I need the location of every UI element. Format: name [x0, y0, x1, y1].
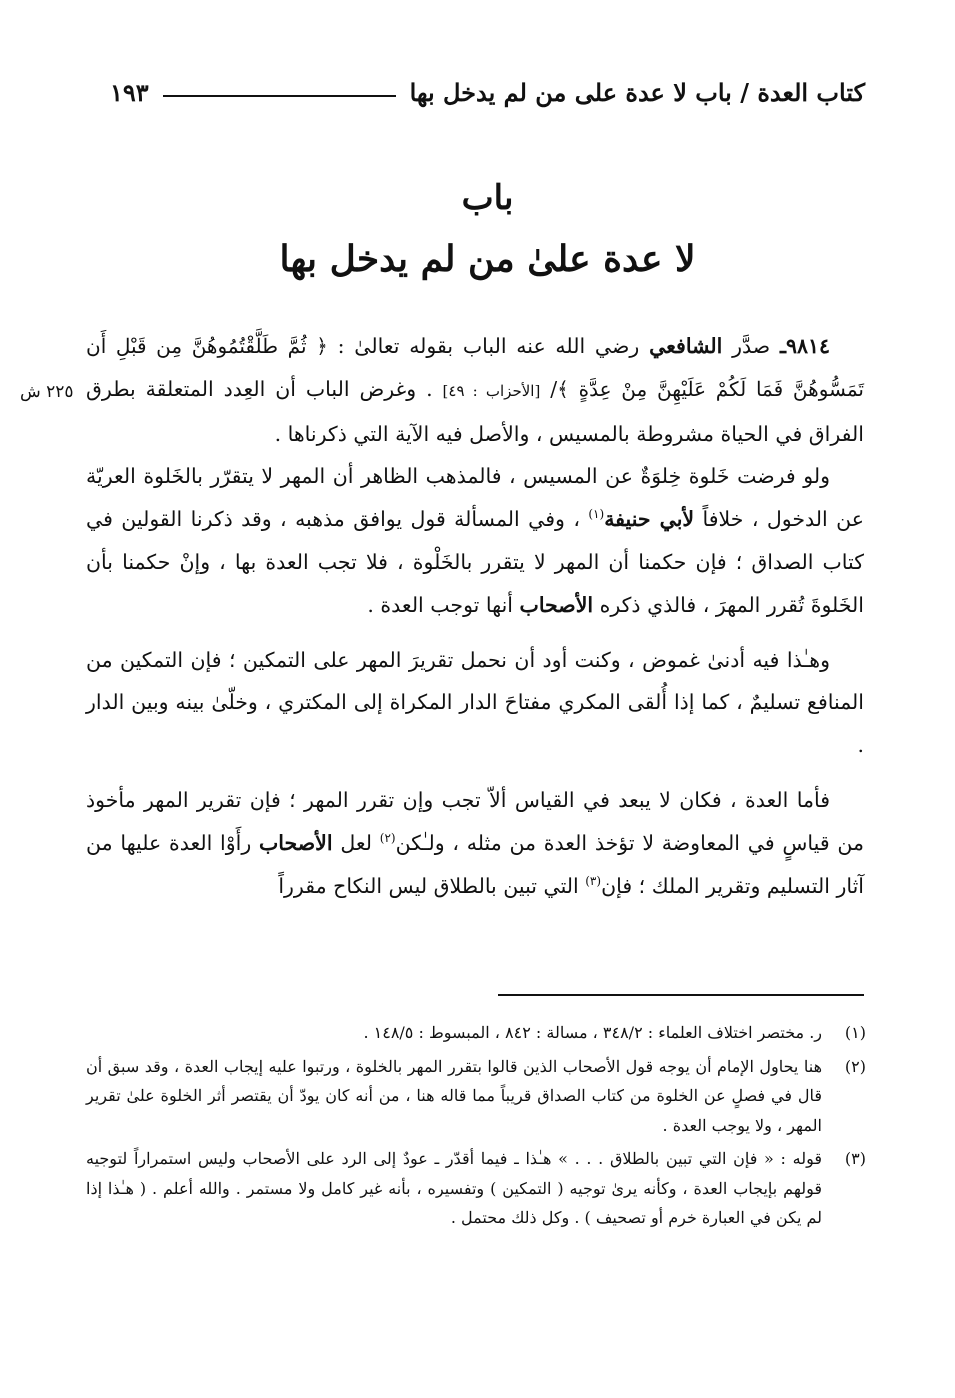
- page-number: ١٩٣: [110, 77, 149, 107]
- footnote-number: (٣): [844, 1149, 866, 1168]
- chapter-heading-line2: لا عدة علىٰ من لم يدخل بها: [279, 238, 696, 280]
- footnote-number: (٢): [844, 1056, 866, 1076]
- term-ashab: الأصحاب: [519, 592, 594, 617]
- quran-verse: ﴿ ثُمَّ طَلَّقْتُمُوهُنَّ مِن قَبْلِ أَن تَمَسُّوهُنَّ فَمَا لَكُمْ عَلَيْهِنَّ مِنْ عِدَّةٍ ﴾: [86, 334, 864, 401]
- chapter-heading-line1: باب: [461, 178, 514, 218]
- paragraph-number: ٩٨١٤: [785, 334, 830, 358]
- footnote: [86, 1052, 866, 1141]
- footnote-text: قوله : « فإن التي تبين بالطلاق . . . » هـٰذا ـ فيما أقدّر ـ عودٌ إلى الرد على الأصحاب وليس استمراراً لتوجيه قولهم بإيجاب العدة ، وكأنه يرىٰ توجيه ( التمكين ) وتفسيره ، بأنه غير كامل ولا مستمر . والله أعلم . ( هـٰذا إذا لم يكن في العبارة خرم أو تصحيف ) . وكل ذلك محتمل .: [86, 1149, 822, 1227]
- footnote-ref-3[interactable]: (٣): [585, 873, 602, 888]
- footnote-text: هنا يحاول الإمام أن يوجه قول الأصحاب الذين قالوا بتقرر المهر بالخلوة ، ورتبوا عليه إيجاب العدة ، وقد سبق أن قال في فصلٍ عن الخلوة من كتاب الصداق قريباً مما قاله هنا ، من أنه كان يودّ أن يقتصر أثر الخلوة علىٰ تقرير المهر ، ولا يوجب العدة .: [86, 1056, 823, 1135]
- footnote-ref-1[interactable]: (١): [588, 507, 605, 522]
- paragraph-4: فأما العدة ، فكان لا يبعد في القياس ألاّ تجب وإن تقرر المهر ؛ فإن تقرير المهر مأخوذ من قياسٍ في المعاوضة لا تؤخذ العدة من مثله ، ولـٰكن$^{(٢)}$ لعل الأصحاب رأَوْا العدة عليها من آثار التسليم وتقرير الملك ؛ فإن$^{(٣)}$ التي تبين بالطلاق ليس النكاح مقرراً: [86, 787, 864, 898]
- footnote: [86, 1018, 866, 1048]
- term-ashab: الأصحاب: [259, 830, 333, 855]
- footnote-text: ر. مختصر اختلاف العلماء : ٣٤٨/٢ ، مسالة : ٨٤٢ ، المبسوط : ١٤٨/٥ .: [363, 1023, 822, 1042]
- header-rule: [163, 95, 396, 97]
- header-title: كتاب العدة / باب لا عدة على من لم يدخل بها: [409, 77, 865, 107]
- main-text: [86, 325, 864, 907]
- paragraph-2: ولو فرضت خَلوة خِلوَةٌ عن المسيس ، فالمذهب الظاهر أن المهر لا يتقرّر بالخَلوة العريّة عن الدخول ، خلافاً لأبي حنيفة$^{(١)}$ ، وفي المسألة قول يوافق مذهبه ، وقد ذكرنا القولين في كتاب الصداق ؛ فإن حكمنا أن المهر لا يتقرر بالخَلْوة ، فلا تجب العدة بها ، وإنْ حكمنا بأن الخَلوةَ تُقرر المهرَ ، فالذي ذكره الأصحاب أنها توجب العدة .: [86, 464, 864, 617]
- footnote-separator: [498, 994, 864, 996]
- footnotes: [86, 1018, 866, 1237]
- footnote: [86, 1144, 866, 1233]
- margin-note: ٢٢٥ ش: [20, 382, 74, 402]
- name-abi-hanifa: لأبي حنيفة: [604, 507, 695, 532]
- footnote-ref-2[interactable]: (٢): [379, 830, 396, 845]
- name-shafii: الشافعي: [649, 334, 723, 358]
- paragraph-3: وهـٰذا فيه أدنىٰ غموض ، وكنت أود أن نحمل تقريرَ المهر على التمكين ؛ فإن التمكين من المنافع تسليمٌ ، كما إذا أُلقى المكري مفتاحَ الدار المكراة إلى المكتري ، وخلّىٰ بينه وبين الدار .: [86, 647, 864, 758]
- verse-reference: [الأحزاب : ٤٩]: [442, 381, 541, 400]
- paragraph-1: ٩٨١٤ـ صدَّر الشافعي رضي الله عنه الباب بقوله تعالىٰ : ﴿ ثُمَّ طَلَّقْتُمُوهُنَّ مِن قَبْلِ أَن تَمَسُّوهُنَّ فَمَا لَكُمْ عَلَيْهِنَّ مِنْ عِدَّةٍ ﴾/ [الأحزاب : ٤٩] . وغرض الباب أن العِدد المتعلقة بطرق الفراق في الحياة مشروطة بالمسيس ، والأصل فيه الآية التي ذكرناها .: [86, 334, 864, 446]
- running-header: [110, 70, 865, 114]
- footnote-number: (١): [844, 1023, 866, 1042]
